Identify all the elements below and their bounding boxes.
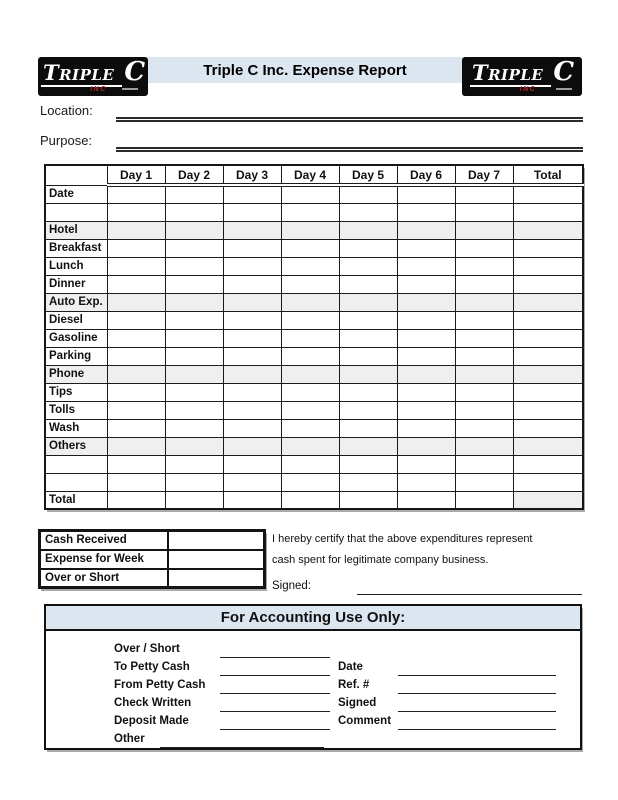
accounting-row — [114, 694, 556, 712]
expense-value-cell[interactable] — [455, 257, 513, 275]
cash-summary-label: Expense for Week — [40, 550, 168, 569]
expense-value-cell[interactable] — [165, 491, 223, 509]
expense-value-cell[interactable] — [223, 347, 281, 365]
header — [38, 57, 582, 96]
accounting-right-label: Comment — [338, 715, 392, 727]
expense-value-cell[interactable] — [397, 473, 455, 491]
expense-value-cell[interactable] — [107, 293, 165, 311]
accounting-left-input-line[interactable] — [220, 675, 330, 676]
expense-value-cell[interactable] — [107, 455, 165, 473]
expense-value-cell[interactable] — [513, 437, 583, 455]
expense-value-cell[interactable] — [281, 365, 339, 383]
cash-summary-row — [40, 550, 265, 569]
expense-value-cell[interactable] — [339, 347, 397, 365]
expense-value-cell[interactable] — [513, 383, 583, 401]
accounting-right-label: Signed — [338, 697, 377, 709]
expense-value-cell[interactable] — [455, 455, 513, 473]
cash-summary-row — [40, 569, 265, 588]
expense-value-cell[interactable] — [455, 491, 513, 509]
expense-value-cell[interactable] — [339, 491, 397, 509]
expense-row — [45, 275, 583, 293]
expense-row — [45, 239, 583, 257]
expense-row-label: Diesel — [45, 311, 107, 329]
expense-value-cell[interactable] — [223, 311, 281, 329]
expense-value-cell[interactable] — [513, 257, 583, 275]
accounting-left-input-line[interactable] — [220, 693, 330, 694]
cash-summary-label: Over or Short — [40, 569, 168, 588]
expense-value-cell[interactable] — [223, 473, 281, 491]
expense-value-cell[interactable] — [107, 329, 165, 347]
page-title: Triple C Inc. Expense Report — [148, 57, 462, 83]
expense-row-label — [45, 455, 107, 473]
location-input-line[interactable] — [116, 117, 583, 122]
expense-column-header: Day 7 — [455, 165, 513, 185]
accounting-right-label: Ref. # — [338, 679, 370, 691]
expense-value-cell[interactable] — [455, 383, 513, 401]
grand-total-cell[interactable] — [513, 491, 583, 509]
expense-value-cell[interactable] — [455, 473, 513, 491]
expense-row-label — [45, 203, 107, 221]
accounting-left-input-line[interactable] — [160, 747, 324, 748]
expense-value-cell[interactable] — [455, 347, 513, 365]
expense-value-cell[interactable] — [107, 419, 165, 437]
expense-value-cell[interactable] — [281, 257, 339, 275]
expense-value-cell[interactable] — [107, 437, 165, 455]
expense-table-header-row — [45, 165, 583, 185]
expense-value-cell[interactable] — [223, 185, 281, 203]
cash-summary-wrap — [38, 529, 266, 589]
expense-value-cell[interactable] — [513, 365, 583, 383]
expense-value-cell[interactable] — [339, 203, 397, 221]
cash-summary-row — [40, 531, 265, 550]
expense-value-cell[interactable] — [513, 275, 583, 293]
expense-value-cell[interactable] — [223, 239, 281, 257]
expense-value-cell[interactable] — [281, 491, 339, 509]
expense-value-cell[interactable] — [107, 239, 165, 257]
purpose-input-line[interactable] — [116, 147, 583, 152]
expense-row-label: Others — [45, 437, 107, 455]
expense-value-cell[interactable] — [165, 257, 223, 275]
expense-row — [45, 185, 583, 203]
expense-row — [45, 437, 583, 455]
expense-value-cell[interactable] — [223, 257, 281, 275]
cash-summary-value-cell[interactable] — [168, 550, 265, 569]
expense-value-cell[interactable] — [165, 311, 223, 329]
expense-value-cell[interactable] — [397, 365, 455, 383]
expense-value-cell[interactable] — [281, 347, 339, 365]
accounting-row — [114, 730, 556, 748]
expense-header-blank — [45, 165, 107, 185]
expense-value-cell[interactable] — [455, 437, 513, 455]
expense-value-cell[interactable] — [107, 311, 165, 329]
expense-value-cell[interactable] — [107, 275, 165, 293]
accounting-left-input-line[interactable] — [220, 657, 330, 658]
cash-summary-table — [38, 529, 266, 589]
expense-column-header: Day 4 — [281, 165, 339, 185]
cash-summary-label: Cash Received — [40, 531, 168, 550]
expense-value-cell[interactable] — [339, 185, 397, 203]
expense-row — [45, 347, 583, 365]
expense-value-cell[interactable] — [455, 185, 513, 203]
expense-row-label: Tips — [45, 383, 107, 401]
expense-value-cell[interactable] — [223, 221, 281, 239]
expense-value-cell[interactable] — [223, 203, 281, 221]
expense-value-cell[interactable] — [455, 311, 513, 329]
expense-value-cell[interactable] — [397, 437, 455, 455]
expense-value-cell[interactable] — [513, 293, 583, 311]
expense-value-cell[interactable] — [339, 275, 397, 293]
accounting-right-input-line[interactable] — [398, 729, 556, 730]
accounting-row — [114, 676, 556, 694]
expense-value-cell[interactable] — [107, 257, 165, 275]
signed-row — [272, 573, 582, 595]
expense-value-cell[interactable] — [397, 239, 455, 257]
logo-dash-decoration — [122, 88, 138, 90]
expense-value-cell[interactable] — [107, 185, 165, 203]
expense-row — [45, 419, 583, 437]
expense-row — [45, 257, 583, 275]
expense-value-cell[interactable] — [513, 347, 583, 365]
expense-value-cell[interactable] — [281, 185, 339, 203]
expense-value-cell[interactable] — [165, 473, 223, 491]
cash-summary-value-cell[interactable] — [168, 531, 265, 550]
expense-value-cell[interactable] — [455, 203, 513, 221]
certify-text-line2: cash spent for legitimate company business. — [272, 554, 489, 566]
accounting-left-label: Deposit Made — [114, 715, 189, 727]
location-label: Location: — [40, 103, 93, 118]
expense-value-cell[interactable] — [281, 419, 339, 437]
expense-value-cell[interactable] — [107, 473, 165, 491]
expense-table — [44, 164, 584, 510]
expense-value-cell[interactable] — [281, 401, 339, 419]
expense-value-cell[interactable] — [223, 293, 281, 311]
expense-row — [45, 293, 583, 311]
expense-value-cell[interactable] — [339, 311, 397, 329]
expense-value-cell[interactable] — [281, 221, 339, 239]
logo-brand-text: TRIPLE — [41, 61, 122, 87]
expense-value-cell[interactable] — [397, 293, 455, 311]
expense-value-cell[interactable] — [165, 185, 223, 203]
expense-value-cell[interactable] — [455, 275, 513, 293]
accounting-left-label: Check Written — [114, 697, 192, 709]
expense-value-cell[interactable] — [339, 365, 397, 383]
expense-value-cell[interactable] — [397, 311, 455, 329]
expense-value-cell[interactable] — [513, 311, 583, 329]
expense-value-cell[interactable] — [339, 239, 397, 257]
expense-value-cell[interactable] — [223, 365, 281, 383]
expense-value-cell[interactable] — [397, 401, 455, 419]
logo-inc-text: INC — [90, 86, 107, 93]
expense-value-cell[interactable] — [223, 329, 281, 347]
expense-value-cell[interactable] — [513, 419, 583, 437]
accounting-title: For Accounting Use Only: — [46, 606, 580, 631]
expense-row-label: Parking — [45, 347, 107, 365]
expense-value-cell[interactable] — [223, 491, 281, 509]
expense-value-cell[interactable] — [107, 203, 165, 221]
accounting-left-label: Over / Short — [114, 643, 180, 655]
cash-summary-value-cell[interactable] — [168, 569, 265, 588]
accounting-left-label: From Petty Cash — [114, 679, 206, 691]
expense-row-label: Tolls — [45, 401, 107, 419]
expense-value-cell[interactable] — [281, 239, 339, 257]
expense-row-label: Hotel — [45, 221, 107, 239]
expense-row — [45, 311, 583, 329]
expense-value-cell[interactable] — [281, 275, 339, 293]
accounting-left-label: Other — [114, 733, 145, 745]
expense-value-cell[interactable] — [165, 293, 223, 311]
expense-row — [45, 473, 583, 491]
expense-value-cell[interactable] — [339, 329, 397, 347]
expense-table-body — [45, 185, 583, 509]
accounting-row — [114, 658, 556, 676]
expense-row — [45, 383, 583, 401]
logo-dash-decoration — [556, 88, 572, 90]
expense-value-cell[interactable] — [223, 383, 281, 401]
accounting-row — [114, 712, 556, 730]
triple-c-logo-left — [38, 57, 148, 96]
expense-value-cell[interactable] — [513, 455, 583, 473]
expense-value-cell[interactable] — [223, 275, 281, 293]
expense-value-cell[interactable] — [281, 293, 339, 311]
expense-value-cell[interactable] — [165, 383, 223, 401]
expense-value-cell[interactable] — [281, 455, 339, 473]
accounting-fields — [46, 631, 580, 748]
expense-value-cell[interactable] — [513, 473, 583, 491]
expense-row-label: Phone — [45, 365, 107, 383]
expense-row-label: Gasoline — [45, 329, 107, 347]
expense-value-cell[interactable] — [455, 293, 513, 311]
purpose-label: Purpose: — [40, 133, 93, 148]
accounting-left-input-line[interactable] — [220, 729, 330, 730]
expense-value-cell[interactable] — [165, 365, 223, 383]
expense-row — [45, 203, 583, 221]
expense-value-cell[interactable] — [397, 491, 455, 509]
expense-value-cell[interactable] — [339, 221, 397, 239]
expense-row — [45, 491, 583, 509]
expense-value-cell[interactable] — [339, 257, 397, 275]
expense-value-cell[interactable] — [455, 239, 513, 257]
expense-value-cell[interactable] — [223, 455, 281, 473]
expense-row-label: Date — [45, 185, 107, 203]
expense-value-cell[interactable] — [281, 203, 339, 221]
certify-text-line1: I hereby certify that the above expenditures represent — [272, 533, 533, 545]
expense-value-cell[interactable] — [397, 347, 455, 365]
expense-value-cell[interactable] — [397, 203, 455, 221]
expense-row — [45, 401, 583, 419]
expense-value-cell[interactable] — [165, 419, 223, 437]
expense-row — [45, 329, 583, 347]
purpose-row — [40, 130, 583, 152]
expense-value-cell[interactable] — [339, 383, 397, 401]
logo-inc-text: INC — [519, 86, 537, 93]
accounting-right-input-line[interactable] — [398, 675, 556, 676]
expense-value-cell[interactable] — [281, 311, 339, 329]
expense-value-cell[interactable] — [513, 329, 583, 347]
expense-row-label: Dinner — [45, 275, 107, 293]
expense-value-cell[interactable] — [513, 239, 583, 257]
expense-value-cell[interactable] — [397, 257, 455, 275]
expense-value-cell[interactable] — [513, 185, 583, 203]
expense-value-cell[interactable] — [397, 185, 455, 203]
expense-value-cell[interactable] — [165, 455, 223, 473]
expense-table-wrap — [44, 164, 584, 510]
expense-value-cell[interactable] — [281, 329, 339, 347]
expense-value-cell[interactable] — [397, 221, 455, 239]
signed-input-line[interactable] — [357, 594, 582, 595]
expense-value-cell[interactable] — [107, 491, 165, 509]
triple-c-logo-right — [462, 57, 582, 96]
expense-row-label — [45, 473, 107, 491]
expense-column-header: Day 2 — [165, 165, 223, 185]
expense-value-cell[interactable] — [165, 437, 223, 455]
expense-value-cell[interactable] — [455, 419, 513, 437]
expense-row-label: Wash — [45, 419, 107, 437]
expense-value-cell[interactable] — [165, 275, 223, 293]
expense-row — [45, 365, 583, 383]
expense-value-cell[interactable] — [455, 365, 513, 383]
expense-row-label: Lunch — [45, 257, 107, 275]
location-row — [40, 100, 583, 122]
expense-value-cell[interactable] — [513, 401, 583, 419]
expense-value-cell[interactable] — [107, 347, 165, 365]
expense-value-cell[interactable] — [165, 329, 223, 347]
expense-value-cell[interactable] — [455, 221, 513, 239]
accounting-right-label: Date — [338, 661, 363, 673]
expense-value-cell[interactable] — [165, 239, 223, 257]
expense-column-header: Day 6 — [397, 165, 455, 185]
expense-column-header: Day 5 — [339, 165, 397, 185]
expense-value-cell[interactable] — [281, 473, 339, 491]
expense-value-cell[interactable] — [339, 455, 397, 473]
expense-value-cell[interactable] — [455, 401, 513, 419]
expense-value-cell[interactable] — [397, 419, 455, 437]
expense-value-cell[interactable] — [165, 401, 223, 419]
expense-value-cell[interactable] — [339, 293, 397, 311]
expense-row — [45, 221, 583, 239]
expense-value-cell[interactable] — [107, 365, 165, 383]
accounting-right-input-line[interactable] — [398, 711, 556, 712]
expense-value-cell[interactable] — [223, 437, 281, 455]
expense-row — [45, 455, 583, 473]
expense-value-cell[interactable] — [455, 329, 513, 347]
expense-value-cell[interactable] — [397, 455, 455, 473]
expense-value-cell[interactable] — [165, 203, 223, 221]
accounting-right-input-line[interactable] — [398, 693, 556, 694]
expense-value-cell[interactable] — [107, 383, 165, 401]
expense-value-cell[interactable] — [223, 419, 281, 437]
accounting-row — [114, 640, 556, 658]
logo-c-letter: C — [124, 57, 146, 87]
expense-value-cell[interactable] — [339, 419, 397, 437]
accounting-left-label: To Petty Cash — [114, 661, 190, 673]
expense-value-cell[interactable] — [339, 437, 397, 455]
expense-row-label: Total — [45, 491, 107, 509]
expense-row-label: Breakfast — [45, 239, 107, 257]
expense-value-cell[interactable] — [339, 473, 397, 491]
expense-column-header: Day 3 — [223, 165, 281, 185]
signed-label: Signed: — [272, 580, 312, 592]
expense-value-cell[interactable] — [513, 203, 583, 221]
logo-c-letter: C — [553, 57, 575, 87]
expense-value-cell[interactable] — [107, 401, 165, 419]
expense-value-cell[interactable] — [165, 221, 223, 239]
expense-value-cell[interactable] — [397, 329, 455, 347]
expense-value-cell[interactable] — [397, 383, 455, 401]
expense-column-header: Day 1 — [107, 165, 165, 185]
expense-value-cell[interactable] — [223, 401, 281, 419]
expense-value-cell[interactable] — [281, 437, 339, 455]
expense-value-cell[interactable] — [165, 347, 223, 365]
expense-value-cell[interactable] — [281, 383, 339, 401]
expense-value-cell[interactable] — [513, 221, 583, 239]
accounting-left-input-line[interactable] — [220, 711, 330, 712]
accounting-section — [44, 604, 582, 750]
cash-summary-body — [40, 531, 265, 588]
certification-block — [272, 529, 582, 595]
expense-value-cell[interactable] — [107, 221, 165, 239]
logo-brand-text: TRIPLE — [470, 61, 551, 87]
expense-value-cell[interactable] — [397, 275, 455, 293]
expense-row-label: Auto Exp. — [45, 293, 107, 311]
expense-column-header: Total — [513, 165, 583, 185]
expense-value-cell[interactable] — [339, 401, 397, 419]
